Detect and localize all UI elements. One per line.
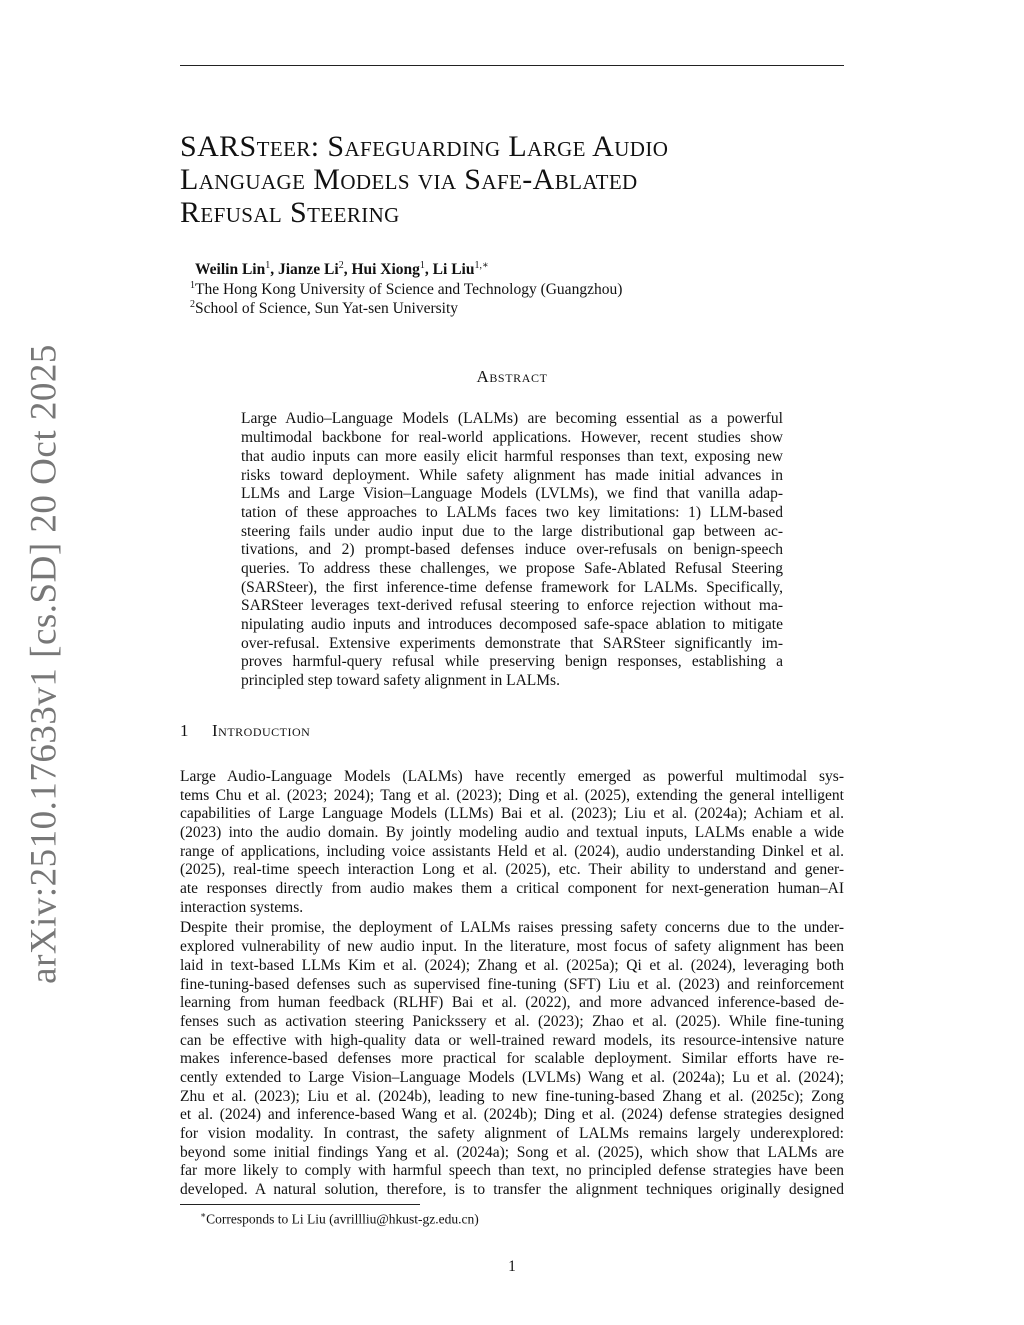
abstract-line: over-refusal. Extensive experiments demonstrate that SARSteer significantly im- (241, 635, 783, 652)
affiliation-text: The Hong Kong University of Science and Technology (Guangzhou) (195, 281, 623, 299)
author-name: Hui Xiong (351, 261, 420, 279)
title-line: Language Models via Safe-Ablated (180, 163, 638, 196)
top-rule (180, 65, 844, 66)
body-line: for vision modality. In contrast, the safety alignment of LALMs remains largely underexplored: (180, 1125, 844, 1142)
section-title: Introduction (212, 721, 311, 740)
author-affil-mark: 1 (419, 260, 425, 271)
body-line: et al. (2024) and inference-based Wang et al. (2024b); Ding et al. (2024) defense strategies designed (180, 1106, 844, 1123)
abstract-line: risks toward deployment. While safety alignment has made initial advances in (241, 467, 783, 484)
affiliation-mark: 1 (190, 280, 195, 291)
body-line: can be effective with high-quality data or well-trained reward models, its resource-intensive nature (180, 1032, 844, 1049)
body-line: fine-tuning-based defenses such as supervised fine-tuning (SFT) Liu et al. (2023) and reinforcement (180, 976, 844, 993)
affiliation (190, 280, 622, 299)
abstract-line: principled step toward safety alignment in LALMs. (241, 672, 560, 689)
footnote-rule (180, 1204, 420, 1205)
author-name: Weilin Lin (195, 261, 266, 279)
body-line: learning from human feedback (RLHF) Bai et al. (2022), and more advanced inference-based de- (180, 994, 844, 1011)
abstract-heading: Abstract (476, 367, 548, 386)
section-number: 1 (180, 721, 189, 740)
abstract-line: Large Audio–Language Models (LALMs) are becoming essential as a powerful (241, 410, 783, 427)
section-heading (180, 721, 310, 741)
author-name: Li Liu (432, 261, 475, 279)
body-line: tems Chu et al. (2023; 2024); Tang et al. (2023); Ding et al. (2025), extending the general intelligent (180, 787, 844, 804)
page-number: 1 (508, 1258, 516, 1275)
body-line: Zhu et al. (2023); Liu et al. (2024b), leading to new fine-tuning-based Zhang et al. (2025c); Zong (180, 1088, 844, 1105)
abstract-line: proves harmful-query refusal while preserving benign responses, establishing a (241, 653, 783, 670)
abstract-line: SARSteer leverages text-derived refusal steering to enforce rejection without ma- (241, 597, 783, 614)
paper-title (180, 130, 844, 229)
body-line: explored vulnerability of new audio input. In the literature, most focus of safety alignment has been (180, 938, 844, 955)
abstract-line: tivations, and 2) prompt-based defenses induce over-refusals on benign-speech (241, 541, 783, 558)
body-line: Despite their promise, the deployment of LALMs raises pressing safety concerns due to the under- (180, 919, 844, 936)
body-line: interaction systems. (180, 899, 304, 916)
abstract-line: tation of these approaches to LALMs faces two key limitations: 1) LLM-based (241, 504, 783, 521)
author-affil-mark: 2 (338, 260, 344, 271)
body-line: makes inference-based defenses more practical for scalable deployment. Similar efforts have re- (180, 1050, 844, 1067)
body-line: ate responses directly from audio makes them a critical component for next-generation human–AI (180, 880, 844, 897)
footnote-text: Corresponds to Li Liu (avrillliu@hkust-gz.edu.cn) (206, 1211, 479, 1227)
abstract-line: (SARSteer), the first inference-time defense framework for LALMs. Specifically, (241, 579, 783, 596)
abstract-line: steering fails under audio input due to the large distributional gap between ac- (241, 523, 783, 540)
affiliation-mark: 2 (190, 299, 195, 310)
body-line: capabilities of Large Language Models (LLMs) Bai et al. (2023); Liu et al. (2024a); Achiam et al. (180, 805, 844, 822)
affiliation (190, 299, 458, 318)
body-line: far more likely to comply with harmful speech than text, no principled defense strategies have been (180, 1162, 844, 1179)
body-line: laid in text-based LLMs Kim et al. (2024); Zhang et al. (2025a); Qi et al. (2024), leveraging both (180, 957, 844, 974)
body-line: developed. A natural solution, therefore, is to transfer the alignment techniques originally designed (180, 1181, 844, 1198)
abstract-line: LLMs and Large Vision–Language Models (LVLMs), we find that vanilla adap- (241, 485, 783, 502)
author-list: Weilin Lin$^1$, Jianze Li$^2$, Hui Xiong$^1$, Li Liu$^{1,∗}$ (195, 260, 489, 279)
body-line: cently extended to Large Vision–Language Models (LVLMs) Wang et al. (2024a); Lu et al. (2024); (180, 1069, 844, 1086)
author-name: Jianze Li (277, 261, 339, 279)
arxiv-identifier: arXiv:2510.17633v1 [cs.SD] 20 Oct 2025 (23, 344, 65, 984)
abstract-line: nipulating audio inputs and introduces decomposed safe-space ablation to mitigate (241, 616, 783, 633)
body-line: Large Audio-Language Models (LALMs) have recently emerged as powerful multimodal sys- (180, 768, 844, 785)
body-line: (2023) into the audio domain. By jointly modeling audio and textual inputs, LALMs enable a wide (180, 824, 844, 841)
title-line: Refusal Steering (180, 196, 400, 229)
author-affil-mark: 1,∗ (474, 260, 489, 271)
title-line: SARSteer: Safeguarding Large Audio (180, 130, 669, 163)
body-line: fenses such as activation steering Panickssery et al. (2023); Zhao et al. (2025). While fine-tuning (180, 1013, 844, 1030)
body-line: (2025), real-time speech interaction Long et al. (2025), etc. Their ability to understand and gener- (180, 861, 844, 878)
footnote (200, 1210, 479, 1228)
abstract-line: that audio inputs can more easily elicit harmful responses than text, exposing new (241, 448, 783, 465)
abstract-line: multimodal backbone for real-world applications. However, recent studies show (241, 429, 783, 446)
abstract-line: queries. To address these challenges, we propose Safe-Ablated Refusal Steering (241, 560, 783, 577)
affiliation-text: School of Science, Sun Yat-sen University (195, 300, 459, 318)
footnote-marker: ∗ (200, 1210, 207, 1220)
author-affil-mark: 1 (265, 260, 271, 271)
body-line: range of applications, including voice assistants Held et al. (2024), audio understanding Dinkel et al. (180, 843, 844, 860)
body-line: beyond some initial findings Yang et al. (2024a); Song et al. (2025), which show that LALMs are (180, 1144, 844, 1161)
